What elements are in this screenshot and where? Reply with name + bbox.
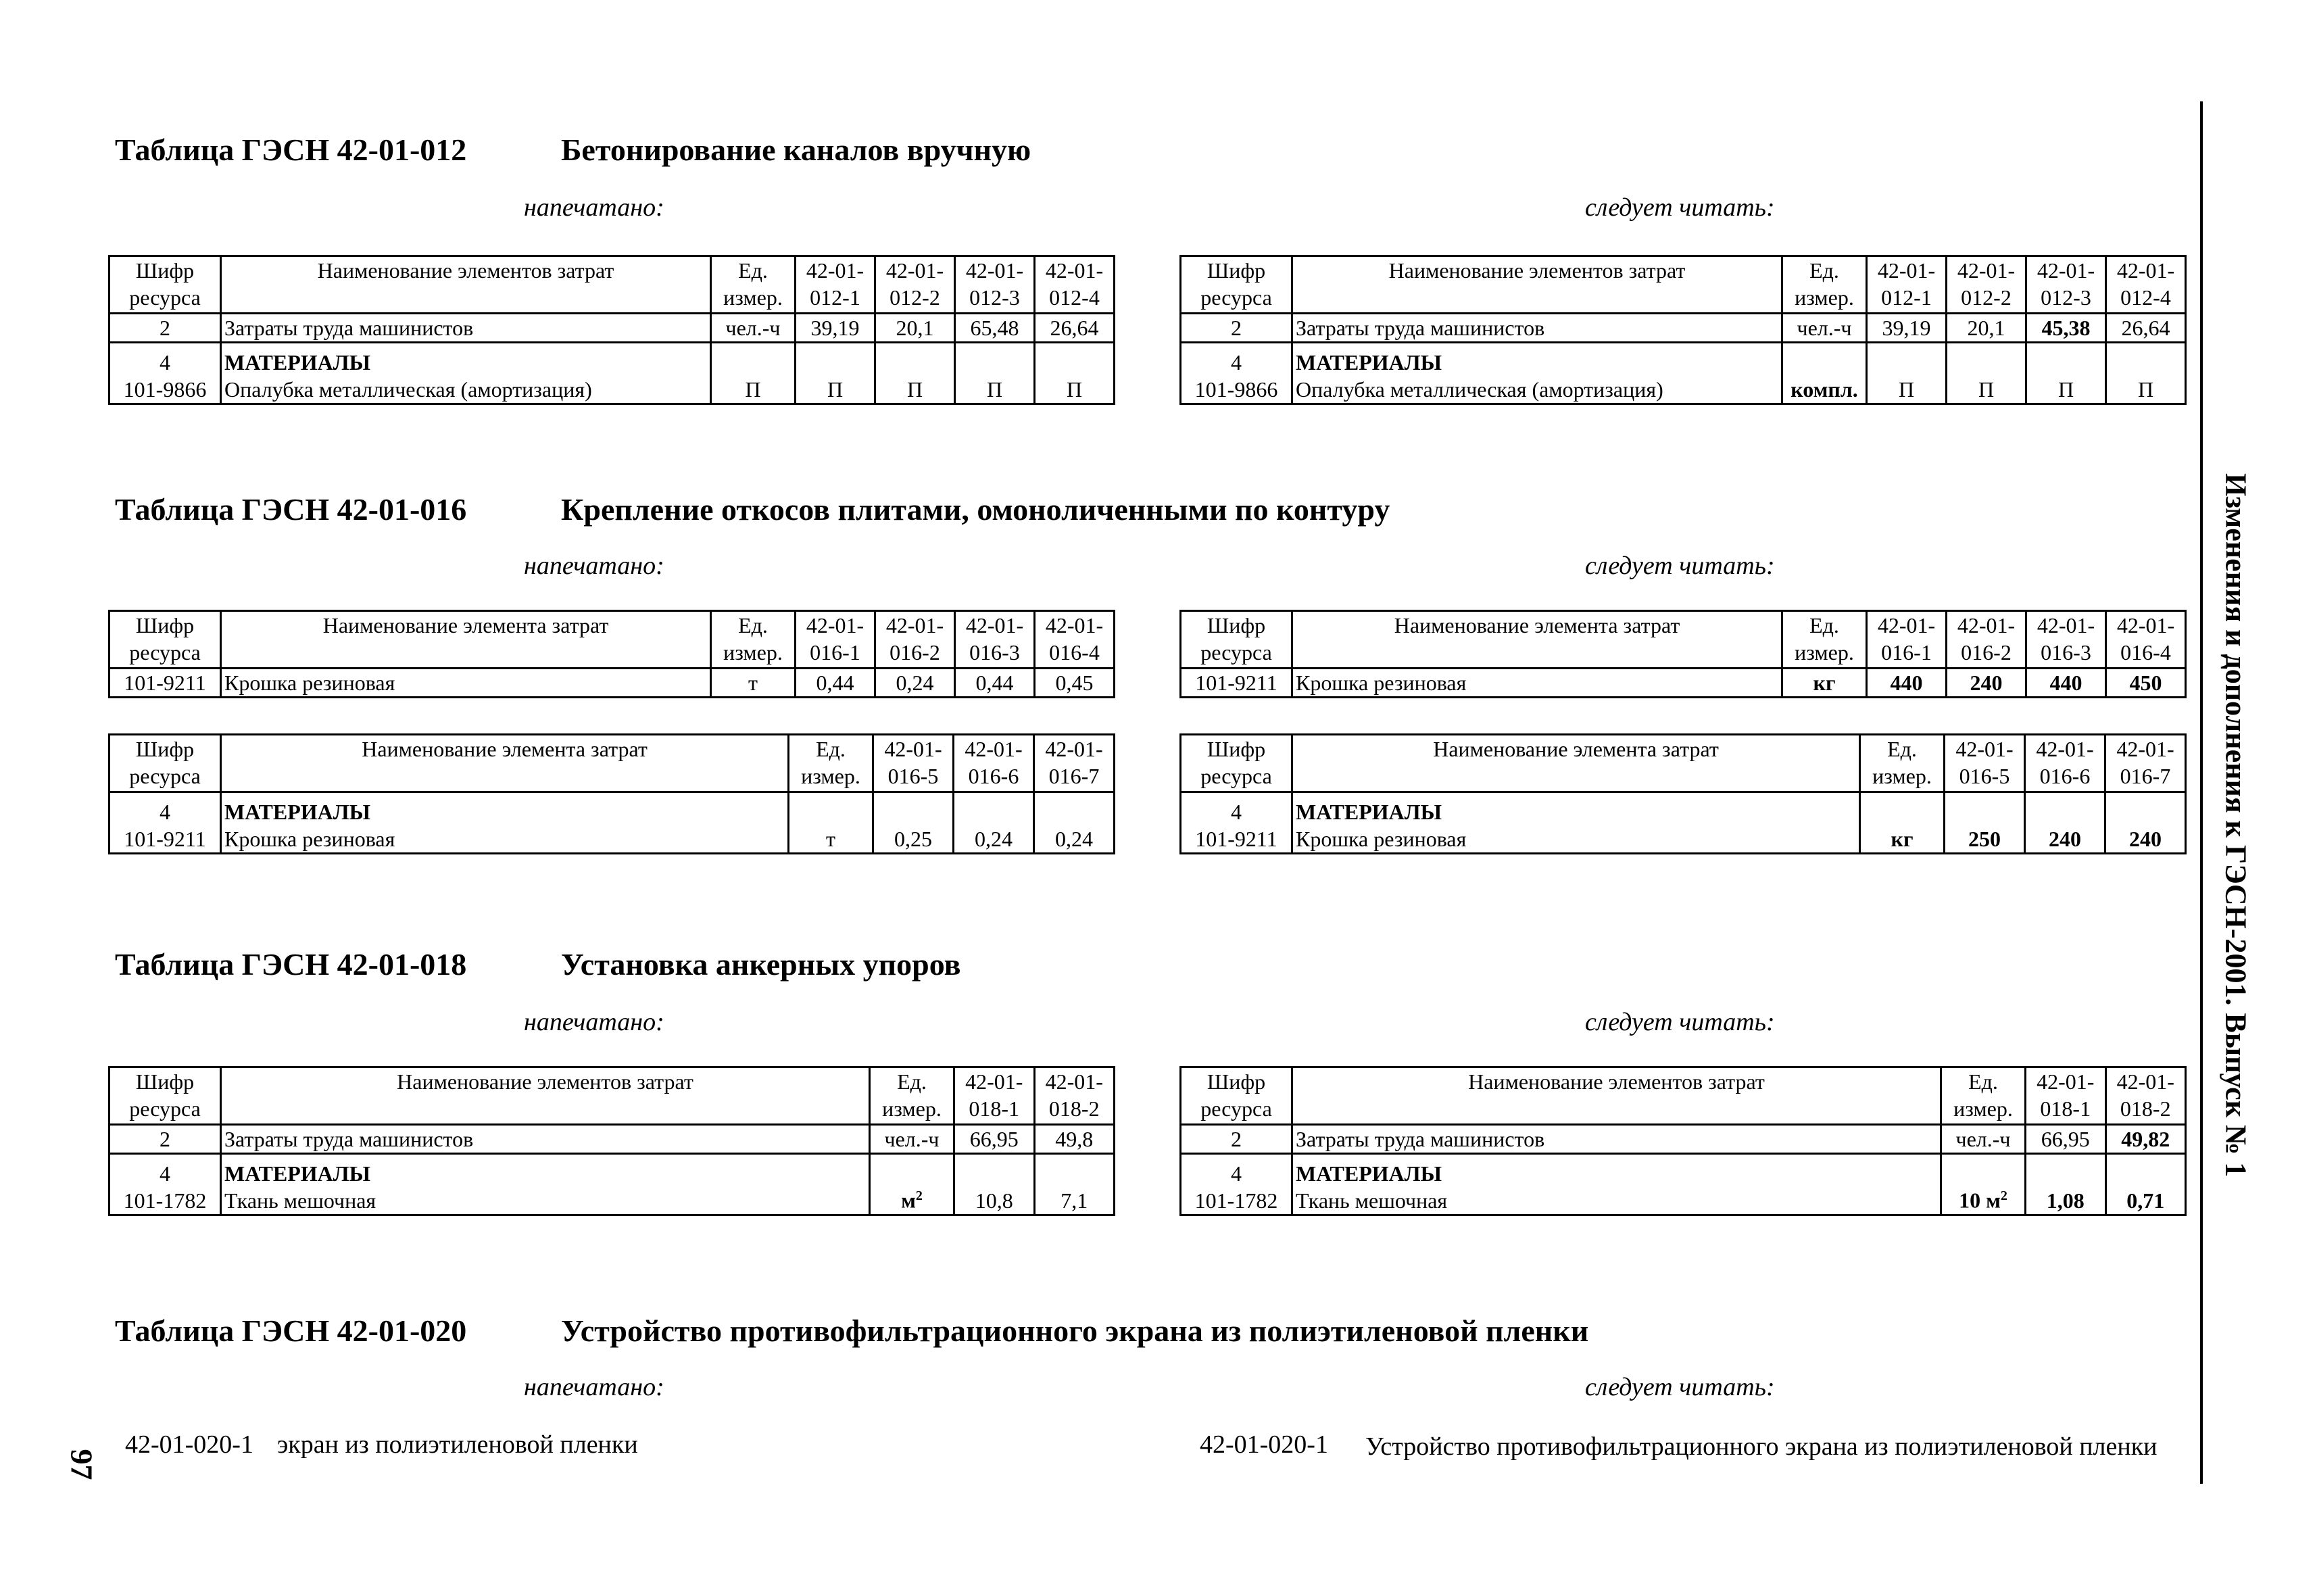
- table-018-corrected: [1179, 1066, 2187, 1216]
- table-title: Установка анкерных упоров: [561, 947, 961, 982]
- table-code: Таблица ГЭСН 42-01-012: [115, 132, 467, 167]
- table-code: Таблица ГЭСН 42-01-016: [115, 492, 467, 527]
- printed-code: 42-01-020-1: [125, 1430, 253, 1459]
- header-code: Шифр ресурса: [109, 256, 221, 314]
- printed-text: экран из полиэтиленовой пленки: [277, 1430, 638, 1459]
- header-col: 42-01- 016-6: [2025, 735, 2105, 792]
- header-col: 42-01- 016-7: [1034, 735, 1115, 792]
- page-number: 97: [64, 1449, 99, 1480]
- section-018-heading: [115, 946, 960, 982]
- should-read-caption: следует читать:: [1585, 1008, 1775, 1036]
- header-col: 42-01- 018-1: [954, 1067, 1035, 1125]
- printed-caption: напечатано:: [524, 552, 664, 580]
- corrected-code: 42-01-020-1: [1200, 1430, 1328, 1459]
- header-col: 42-01- 012-3: [955, 256, 1035, 314]
- table-016a-printed: [108, 610, 1115, 698]
- header-col: 42-01- 016-7: [2105, 735, 2186, 792]
- header-col: 42-01- 016-5: [873, 735, 954, 792]
- header-name: Наименование элемента затрат: [1292, 611, 1782, 669]
- table-code: Таблица ГЭСН 42-01-020: [115, 1313, 467, 1348]
- section-016-heading: [115, 491, 1390, 527]
- side-title: Изменения и дополнения к ГЭСН-2001. Выпуск № 1: [2219, 473, 2253, 1178]
- header-col: 42-01- 018-2: [2105, 1067, 2186, 1125]
- header-name: Наименование элемента затрат: [1292, 735, 1860, 792]
- should-read-caption: следует читать:: [1585, 193, 1775, 222]
- header-col: 42-01- 012-2: [875, 256, 955, 314]
- header-code: Шифр ресурса: [1181, 256, 1292, 314]
- table-row: 4 101-9211 МАТЕРИАЛЫ Крошка резиновая т 0,25 0,24 0,24: [109, 792, 1115, 854]
- header-name: Наименование элемента затрат: [221, 611, 711, 669]
- table-018-printed: [108, 1066, 1115, 1216]
- table-row: 4 101-1782 МАТЕРИАЛЫ Ткань мешочная 10 $м^2$ 1,08 0,71: [1181, 1154, 2186, 1215]
- header-col: 42-01- 016-2: [1947, 611, 2026, 669]
- header-code: Шифр ресурса: [109, 611, 221, 669]
- section-012-heading: [115, 132, 1031, 168]
- table-012-corrected: [1179, 255, 2187, 405]
- header-col: 42-01- 018-1: [2026, 1067, 2106, 1125]
- header-unit: Ед. измер.: [1782, 611, 1867, 669]
- header-code: Шифр ресурса: [109, 735, 221, 792]
- printed-caption: напечатано:: [524, 1373, 664, 1401]
- header-code: Шифр ресурса: [1181, 735, 1292, 792]
- header-col: 42-01- 012-4: [2106, 256, 2186, 314]
- table-row: 2 Затраты труда машинистов чел.-ч 66,95 49,8: [109, 1125, 1115, 1154]
- corrected-text: Устройство противофильтрационного экрана из полиэтиленовой пленки: [1365, 1432, 2158, 1461]
- spine-rule: [2200, 101, 2203, 1484]
- table-title: Бетонирование каналов вручную: [561, 132, 1031, 167]
- header-col: 42-01- 012-2: [1947, 256, 2026, 314]
- header-unit: Ед. измер.: [711, 611, 796, 669]
- header-name: Наименование элементов затрат: [221, 1067, 870, 1125]
- header-col: 42-01- 012-4: [1035, 256, 1115, 314]
- table-012-printed: [108, 255, 1115, 405]
- table-row: 2 Затраты труда машинистов чел.-ч 66,95 49,82: [1181, 1125, 2186, 1154]
- table-row: 2 Затраты труда машинистов чел.-ч 39,19 20,1 45,38 26,64: [1181, 314, 2186, 343]
- header-unit: Ед. измер.: [1941, 1067, 2026, 1125]
- header-col: 42-01- 016-3: [955, 611, 1035, 669]
- printed-caption: напечатано:: [524, 1008, 664, 1036]
- header-code: Шифр ресурса: [1181, 1067, 1292, 1125]
- header-col: 42-01- 016-4: [1035, 611, 1115, 669]
- header-col: 42-01- 012-1: [1867, 256, 1947, 314]
- header-name: Наименование элементов затрат: [1292, 256, 1782, 314]
- header-unit: Ед. измер.: [711, 256, 796, 314]
- table-row: 4 101-9211 МАТЕРИАЛЫ Крошка резиновая кг 250 240 240: [1181, 792, 2186, 854]
- table-row: 4 101-9866 МАТЕРИАЛЫ Опалубка металлическая (амортизация) компл. П П П П: [1181, 343, 2186, 404]
- header-unit: Ед. измер.: [1860, 735, 1945, 792]
- table-row: 101-9211 Крошка резиновая кг 440 240 440 450: [1181, 669, 2186, 698]
- header-col: 42-01- 016-6: [954, 735, 1034, 792]
- header-col: 42-01- 012-1: [796, 256, 875, 314]
- printed-caption: напечатано:: [524, 193, 664, 222]
- header-col: 42-01- 018-2: [1034, 1067, 1115, 1125]
- table-016b-corrected: [1179, 733, 2187, 854]
- section-020-heading: [115, 1313, 1588, 1349]
- table-row: 4 101-1782 МАТЕРИАЛЫ Ткань мешочная $м^2$ 10,8 7,1: [109, 1154, 1115, 1215]
- header-unit: Ед. измер.: [870, 1067, 954, 1125]
- table-016b-printed: [108, 733, 1115, 854]
- table-code: Таблица ГЭСН 42-01-018: [115, 947, 467, 982]
- table-row: 2 Затраты труда машинистов чел.-ч 39,19 20,1 65,48 26,64: [109, 314, 1115, 343]
- header-name: Наименование элемента затрат: [221, 735, 789, 792]
- header-code: Шифр ресурса: [109, 1067, 221, 1125]
- should-read-caption: следует читать:: [1585, 1373, 1775, 1401]
- header-unit: Ед. измер.: [1782, 256, 1867, 314]
- table-row: 101-9211 Крошка резиновая т 0,44 0,24 0,44 0,45: [109, 669, 1115, 698]
- header-col: 42-01- 016-4: [2106, 611, 2186, 669]
- header-col: 42-01- 016-1: [1867, 611, 1947, 669]
- table-title: Устройство противофильтрационного экрана из полиэтиленовой пленки: [561, 1313, 1589, 1348]
- table-016a-corrected: [1179, 610, 2187, 698]
- header-col: 42-01- 016-1: [796, 611, 875, 669]
- header-unit: Ед. измер.: [789, 735, 873, 792]
- header-col: 42-01- 016-3: [2026, 611, 2106, 669]
- header-code: Шифр ресурса: [1181, 611, 1292, 669]
- table-row: 4 101-9866 МАТЕРИАЛЫ Опалубка металлическая (амортизация) П П П П П: [109, 343, 1115, 404]
- table-title: Крепление откосов плитами, омоноличенными по контуру: [561, 492, 1390, 527]
- header-col: 42-01- 016-2: [875, 611, 955, 669]
- header-name: Наименование элементов затрат: [221, 256, 711, 314]
- header-col: 42-01- 016-5: [1945, 735, 2025, 792]
- header-name: Наименование элементов затрат: [1292, 1067, 1941, 1125]
- header-col: 42-01- 012-3: [2026, 256, 2106, 314]
- should-read-caption: следует читать:: [1585, 552, 1775, 580]
